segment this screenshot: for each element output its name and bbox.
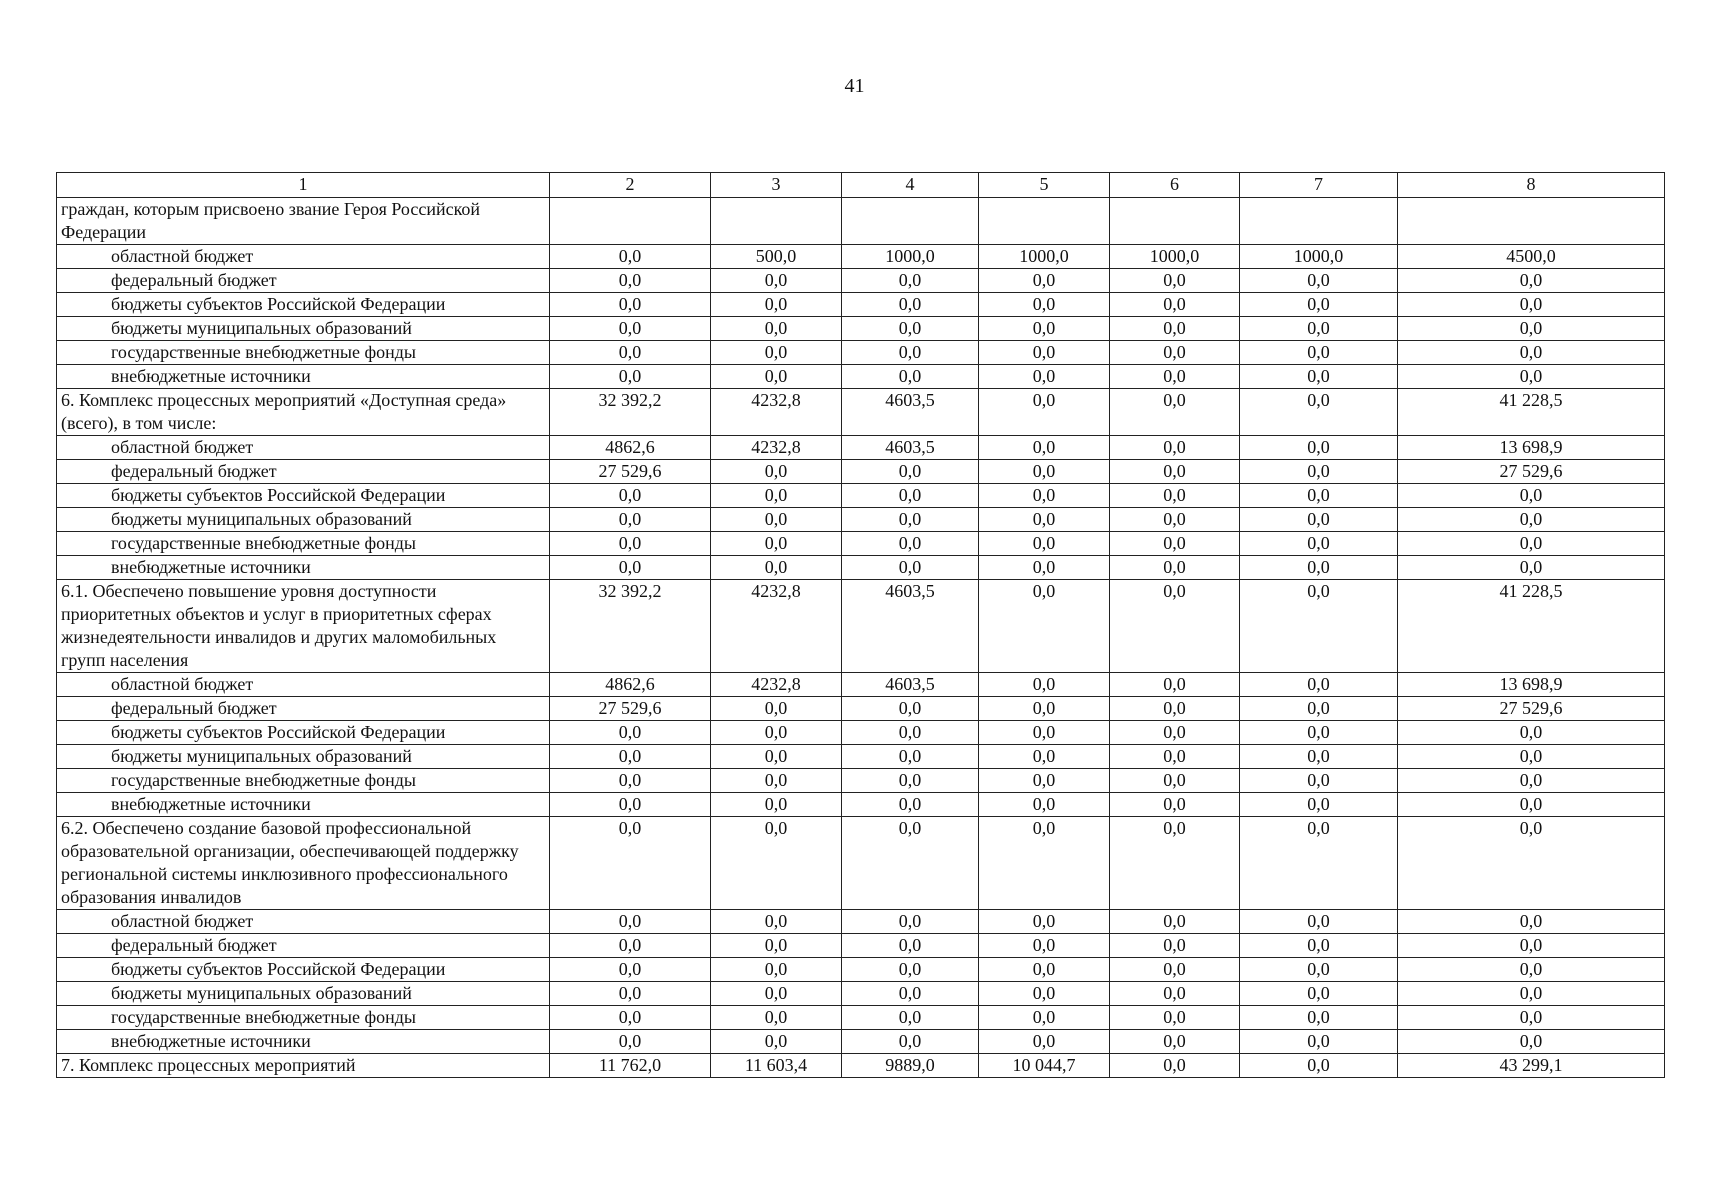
value-cell: 0,0 — [1240, 532, 1398, 556]
value-cell: 0,0 — [1398, 365, 1665, 389]
table-row — [57, 673, 1665, 697]
value-cell: 0,0 — [1110, 436, 1240, 460]
value-cell: 0,0 — [1240, 293, 1398, 317]
value-cell: 9889,0 — [842, 1054, 979, 1078]
value-cell: 0,0 — [711, 1030, 842, 1054]
value-cell: 0,0 — [842, 341, 979, 365]
value-cell: 11 603,4 — [711, 1054, 842, 1078]
value-cell: 0,0 — [979, 934, 1110, 958]
value-cell: 0,0 — [1398, 556, 1665, 580]
table-row — [57, 436, 1665, 460]
table-row — [57, 508, 1665, 532]
row-label: 6. Комплекс процессных мероприятий «Доступная среда» (всего), в том числе: — [57, 389, 550, 436]
value-cell: 0,0 — [842, 697, 979, 721]
value-cell: 0,0 — [711, 910, 842, 934]
value-cell: 0,0 — [979, 1030, 1110, 1054]
value-cell: 0,0 — [550, 958, 711, 982]
row-sublabel: федеральный бюджет — [57, 934, 550, 958]
table-row — [57, 934, 1665, 958]
value-cell: 0,0 — [1240, 580, 1398, 673]
value-cell: 0,0 — [1110, 556, 1240, 580]
value-cell: 1000,0 — [1240, 245, 1398, 269]
table-row — [57, 460, 1665, 484]
value-cell: 0,0 — [979, 1006, 1110, 1030]
value-cell: 0,0 — [1398, 1006, 1665, 1030]
value-cell: 0,0 — [842, 293, 979, 317]
column-header: 6 — [1110, 173, 1240, 198]
value-cell — [1398, 198, 1665, 245]
value-cell: 0,0 — [711, 697, 842, 721]
value-cell: 0,0 — [979, 293, 1110, 317]
value-cell: 0,0 — [979, 484, 1110, 508]
value-cell: 0,0 — [1240, 460, 1398, 484]
value-cell: 0,0 — [1110, 269, 1240, 293]
value-cell: 0,0 — [979, 269, 1110, 293]
value-cell: 0,0 — [550, 793, 711, 817]
row-sublabel: государственные внебюджетные фонды — [57, 769, 550, 793]
table-row — [57, 793, 1665, 817]
value-cell: 0,0 — [1110, 341, 1240, 365]
value-cell: 41 228,5 — [1398, 580, 1665, 673]
value-cell: 0,0 — [550, 484, 711, 508]
value-cell: 0,0 — [550, 1006, 711, 1030]
value-cell: 0,0 — [1240, 508, 1398, 532]
row-sublabel: государственные внебюджетные фонды — [57, 341, 550, 365]
value-cell: 0,0 — [979, 317, 1110, 341]
table-body — [57, 173, 1665, 1078]
value-cell: 0,0 — [979, 721, 1110, 745]
value-cell: 0,0 — [1240, 389, 1398, 436]
value-cell: 0,0 — [711, 532, 842, 556]
value-cell: 0,0 — [1240, 269, 1398, 293]
value-cell: 4862,6 — [550, 436, 711, 460]
column-header: 2 — [550, 173, 711, 198]
value-cell: 0,0 — [1110, 697, 1240, 721]
value-cell: 0,0 — [711, 982, 842, 1006]
value-cell: 0,0 — [1240, 1054, 1398, 1078]
value-cell: 0,0 — [1398, 508, 1665, 532]
value-cell: 0,0 — [1110, 532, 1240, 556]
table-row — [57, 1054, 1665, 1078]
value-cell: 0,0 — [711, 341, 842, 365]
value-cell: 0,0 — [1240, 1030, 1398, 1054]
value-cell: 0,0 — [979, 982, 1110, 1006]
table-row — [57, 484, 1665, 508]
value-cell: 0,0 — [1110, 817, 1240, 910]
value-cell: 0,0 — [1398, 934, 1665, 958]
value-cell: 0,0 — [1110, 1006, 1240, 1030]
value-cell: 0,0 — [1240, 793, 1398, 817]
value-cell: 0,0 — [1398, 817, 1665, 910]
value-cell: 0,0 — [711, 817, 842, 910]
value-cell: 0,0 — [1110, 580, 1240, 673]
value-cell: 0,0 — [979, 958, 1110, 982]
value-cell: 32 392,2 — [550, 580, 711, 673]
table-row — [57, 1006, 1665, 1030]
row-sublabel: федеральный бюджет — [57, 269, 550, 293]
row-sublabel: бюджеты муниципальных образований — [57, 508, 550, 532]
row-sublabel: внебюджетные источники — [57, 1030, 550, 1054]
value-cell: 0,0 — [842, 269, 979, 293]
value-cell: 0,0 — [842, 769, 979, 793]
page-number: 41 — [844, 75, 865, 97]
value-cell: 4603,5 — [842, 580, 979, 673]
value-cell — [711, 198, 842, 245]
value-cell: 4500,0 — [1398, 245, 1665, 269]
value-cell: 4603,5 — [842, 389, 979, 436]
value-cell: 0,0 — [1240, 341, 1398, 365]
value-cell: 0,0 — [1110, 1054, 1240, 1078]
value-cell: 0,0 — [550, 317, 711, 341]
value-cell: 0,0 — [1110, 389, 1240, 436]
value-cell: 0,0 — [1240, 317, 1398, 341]
value-cell: 0,0 — [711, 721, 842, 745]
value-cell: 0,0 — [979, 910, 1110, 934]
table-row — [57, 556, 1665, 580]
row-sublabel: бюджеты муниципальных образований — [57, 317, 550, 341]
value-cell: 0,0 — [1240, 484, 1398, 508]
value-cell: 0,0 — [550, 982, 711, 1006]
value-cell: 0,0 — [979, 697, 1110, 721]
value-cell: 13 698,9 — [1398, 673, 1665, 697]
value-cell: 4232,8 — [711, 580, 842, 673]
value-cell — [1110, 198, 1240, 245]
value-cell: 0,0 — [1240, 817, 1398, 910]
value-cell: 0,0 — [1398, 910, 1665, 934]
value-cell: 0,0 — [711, 745, 842, 769]
value-cell: 0,0 — [550, 769, 711, 793]
value-cell: 0,0 — [1110, 793, 1240, 817]
value-cell: 0,0 — [1240, 436, 1398, 460]
value-cell: 11 762,0 — [550, 1054, 711, 1078]
value-cell: 4232,8 — [711, 436, 842, 460]
table-row — [57, 198, 1665, 245]
value-cell: 0,0 — [979, 745, 1110, 769]
value-cell — [842, 198, 979, 245]
row-sublabel: областной бюджет — [57, 245, 550, 269]
value-cell: 0,0 — [1398, 269, 1665, 293]
value-cell: 500,0 — [711, 245, 842, 269]
value-cell: 0,0 — [1110, 982, 1240, 1006]
value-cell: 0,0 — [1398, 769, 1665, 793]
value-cell: 0,0 — [1110, 317, 1240, 341]
value-cell: 27 529,6 — [1398, 460, 1665, 484]
value-cell: 0,0 — [979, 769, 1110, 793]
value-cell: 0,0 — [550, 269, 711, 293]
value-cell: 0,0 — [711, 269, 842, 293]
value-cell: 0,0 — [1110, 910, 1240, 934]
value-cell: 0,0 — [550, 817, 711, 910]
value-cell: 0,0 — [1110, 1030, 1240, 1054]
value-cell: 0,0 — [1240, 934, 1398, 958]
value-cell: 0,0 — [550, 245, 711, 269]
row-sublabel: бюджеты субъектов Российской Федерации — [57, 958, 550, 982]
value-cell — [979, 198, 1110, 245]
table-row — [57, 769, 1665, 793]
row-label: 7. Комплекс процессных мероприятий — [57, 1054, 550, 1078]
value-cell: 0,0 — [1398, 293, 1665, 317]
value-cell: 0,0 — [1398, 532, 1665, 556]
value-cell: 43 299,1 — [1398, 1054, 1665, 1078]
value-cell: 0,0 — [711, 484, 842, 508]
table-row — [57, 697, 1665, 721]
value-cell: 0,0 — [1240, 365, 1398, 389]
value-cell: 0,0 — [1398, 721, 1665, 745]
value-cell: 0,0 — [711, 365, 842, 389]
row-sublabel: областной бюджет — [57, 436, 550, 460]
value-cell: 0,0 — [550, 341, 711, 365]
value-cell: 0,0 — [842, 982, 979, 1006]
table-row — [57, 580, 1665, 673]
value-cell: 4603,5 — [842, 673, 979, 697]
value-cell: 0,0 — [1110, 769, 1240, 793]
value-cell: 0,0 — [979, 532, 1110, 556]
value-cell: 0,0 — [979, 673, 1110, 697]
table-row — [57, 293, 1665, 317]
value-cell: 0,0 — [711, 317, 842, 341]
value-cell: 0,0 — [550, 1030, 711, 1054]
row-sublabel: областной бюджет — [57, 910, 550, 934]
row-label: 6.2. Обеспечено создание базовой профессиональной образовательной организации, обеспечивающей поддержку региональной системы инклюзивного профессионального образования инвалидов — [57, 817, 550, 910]
table-row — [57, 910, 1665, 934]
value-cell: 0,0 — [979, 793, 1110, 817]
value-cell: 0,0 — [979, 460, 1110, 484]
column-header: 8 — [1398, 173, 1665, 198]
row-sublabel: бюджеты муниципальных образований — [57, 982, 550, 1006]
value-cell: 0,0 — [842, 934, 979, 958]
value-cell: 0,0 — [842, 484, 979, 508]
value-cell: 0,0 — [1398, 958, 1665, 982]
value-cell: 0,0 — [550, 365, 711, 389]
table-row — [57, 341, 1665, 365]
value-cell: 0,0 — [1240, 958, 1398, 982]
value-cell: 0,0 — [1398, 793, 1665, 817]
value-cell: 41 228,5 — [1398, 389, 1665, 436]
value-cell: 0,0 — [979, 556, 1110, 580]
column-header: 3 — [711, 173, 842, 198]
table-row — [57, 1030, 1665, 1054]
table-row — [57, 817, 1665, 910]
row-sublabel: бюджеты муниципальных образований — [57, 745, 550, 769]
row-label: граждан, которым присвоено звание Героя Российской Федерации — [57, 198, 550, 245]
value-cell: 0,0 — [842, 556, 979, 580]
value-cell: 0,0 — [711, 460, 842, 484]
value-cell: 0,0 — [1240, 910, 1398, 934]
table-row — [57, 982, 1665, 1006]
row-sublabel: внебюджетные источники — [57, 556, 550, 580]
value-cell: 10 044,7 — [979, 1054, 1110, 1078]
table-row — [57, 745, 1665, 769]
value-cell: 0,0 — [1240, 721, 1398, 745]
value-cell: 0,0 — [711, 769, 842, 793]
value-cell — [1240, 198, 1398, 245]
value-cell: 27 529,6 — [550, 697, 711, 721]
value-cell: 0,0 — [550, 532, 711, 556]
value-cell: 0,0 — [1110, 673, 1240, 697]
row-sublabel: бюджеты субъектов Российской Федерации — [57, 721, 550, 745]
column-header: 4 — [842, 173, 979, 198]
value-cell: 1000,0 — [842, 245, 979, 269]
value-cell: 0,0 — [1110, 365, 1240, 389]
value-cell: 0,0 — [979, 341, 1110, 365]
value-cell: 0,0 — [550, 910, 711, 934]
value-cell: 0,0 — [842, 365, 979, 389]
value-cell: 0,0 — [979, 817, 1110, 910]
table-row — [57, 269, 1665, 293]
value-cell: 0,0 — [979, 365, 1110, 389]
value-cell: 1000,0 — [1110, 245, 1240, 269]
value-cell: 32 392,2 — [550, 389, 711, 436]
value-cell: 0,0 — [711, 793, 842, 817]
value-cell: 0,0 — [550, 721, 711, 745]
value-cell: 27 529,6 — [550, 460, 711, 484]
table-row — [57, 721, 1665, 745]
value-cell: 0,0 — [1398, 982, 1665, 1006]
row-sublabel: федеральный бюджет — [57, 697, 550, 721]
value-cell: 13 698,9 — [1398, 436, 1665, 460]
value-cell: 0,0 — [1240, 982, 1398, 1006]
value-cell: 0,0 — [1110, 745, 1240, 769]
value-cell: 4232,8 — [711, 673, 842, 697]
row-sublabel: внебюджетные источники — [57, 365, 550, 389]
value-cell: 0,0 — [550, 745, 711, 769]
value-cell: 0,0 — [1398, 317, 1665, 341]
table-row — [57, 245, 1665, 269]
value-cell: 0,0 — [1240, 697, 1398, 721]
row-sublabel: федеральный бюджет — [57, 460, 550, 484]
value-cell: 0,0 — [711, 958, 842, 982]
value-cell: 0,0 — [1240, 673, 1398, 697]
table-row — [57, 389, 1665, 436]
value-cell: 0,0 — [711, 508, 842, 532]
value-cell: 0,0 — [1398, 484, 1665, 508]
value-cell: 1000,0 — [979, 245, 1110, 269]
value-cell: 0,0 — [842, 1006, 979, 1030]
value-cell: 0,0 — [1110, 293, 1240, 317]
value-cell: 0,0 — [1110, 484, 1240, 508]
row-sublabel: бюджеты субъектов Российской Федерации — [57, 293, 550, 317]
table-row — [57, 958, 1665, 982]
value-cell: 4232,8 — [711, 389, 842, 436]
value-cell: 0,0 — [842, 745, 979, 769]
value-cell: 0,0 — [1240, 745, 1398, 769]
header-row — [57, 173, 1665, 198]
table-row — [57, 317, 1665, 341]
value-cell: 0,0 — [711, 293, 842, 317]
value-cell: 0,0 — [711, 934, 842, 958]
row-sublabel: государственные внебюджетные фонды — [57, 532, 550, 556]
table-row — [57, 532, 1665, 556]
table-row — [57, 365, 1665, 389]
value-cell: 0,0 — [979, 508, 1110, 532]
value-cell: 0,0 — [1240, 1006, 1398, 1030]
column-header: 7 — [1240, 173, 1398, 198]
value-cell: 0,0 — [842, 910, 979, 934]
value-cell: 27 529,6 — [1398, 697, 1665, 721]
row-sublabel: государственные внебюджетные фонды — [57, 1006, 550, 1030]
value-cell: 0,0 — [842, 460, 979, 484]
column-header: 1 — [57, 173, 550, 198]
value-cell: 0,0 — [711, 1006, 842, 1030]
value-cell: 0,0 — [842, 532, 979, 556]
value-cell: 0,0 — [1398, 745, 1665, 769]
value-cell: 0,0 — [1398, 1030, 1665, 1054]
value-cell: 0,0 — [1110, 721, 1240, 745]
row-sublabel: внебюджетные источники — [57, 793, 550, 817]
value-cell: 0,0 — [1110, 934, 1240, 958]
value-cell: 0,0 — [1110, 508, 1240, 532]
value-cell: 0,0 — [1240, 556, 1398, 580]
value-cell: 0,0 — [1398, 341, 1665, 365]
value-cell: 0,0 — [1110, 460, 1240, 484]
value-cell: 0,0 — [550, 934, 711, 958]
row-sublabel: бюджеты субъектов Российской Федерации — [57, 484, 550, 508]
column-header: 5 — [979, 173, 1110, 198]
value-cell: 0,0 — [842, 317, 979, 341]
budget-table — [56, 172, 1665, 1078]
row-label: 6.1. Обеспечено повышение уровня доступности приоритетных объектов и услуг в приоритетных сферах жизнедеятельности инвалидов и других маломобильных групп населения — [57, 580, 550, 673]
value-cell: 0,0 — [979, 389, 1110, 436]
value-cell: 4603,5 — [842, 436, 979, 460]
value-cell: 0,0 — [842, 721, 979, 745]
value-cell: 0,0 — [1240, 769, 1398, 793]
value-cell: 0,0 — [711, 556, 842, 580]
value-cell: 0,0 — [550, 556, 711, 580]
value-cell: 0,0 — [1110, 958, 1240, 982]
value-cell — [550, 198, 711, 245]
value-cell: 0,0 — [550, 508, 711, 532]
value-cell: 0,0 — [842, 817, 979, 910]
value-cell: 0,0 — [550, 293, 711, 317]
value-cell: 4862,6 — [550, 673, 711, 697]
value-cell: 0,0 — [842, 958, 979, 982]
row-sublabel: областной бюджет — [57, 673, 550, 697]
value-cell: 0,0 — [842, 508, 979, 532]
value-cell: 0,0 — [979, 436, 1110, 460]
value-cell: 0,0 — [842, 1030, 979, 1054]
value-cell: 0,0 — [979, 580, 1110, 673]
value-cell: 0,0 — [842, 793, 979, 817]
